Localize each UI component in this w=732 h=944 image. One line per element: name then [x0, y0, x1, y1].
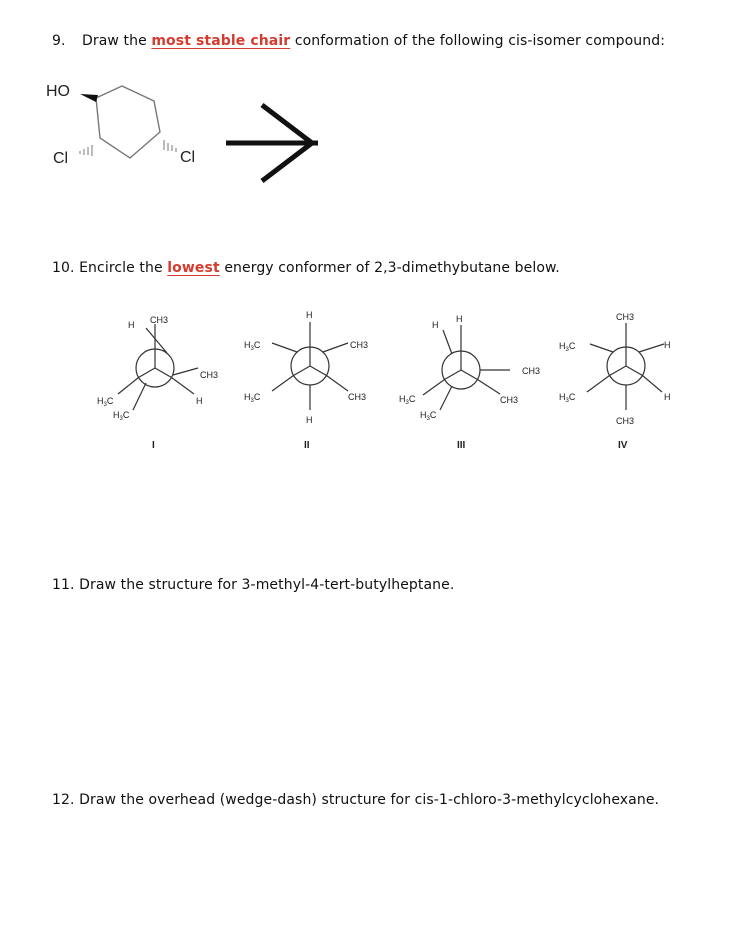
question-11: 11. Draw the structure for 3-methyl-4-tert-butylheptane.: [52, 577, 455, 593]
question-12: 12. Draw the overhead (wedge-dash) structure for cis-1-chloro-3-methylcyclohexane.: [52, 792, 660, 808]
question-9-number: 9.: [52, 33, 66, 49]
group-label: H: [432, 320, 439, 330]
ho-label: HO: [46, 83, 70, 100]
group-label: $H_3C$: [113, 410, 130, 422]
group-label: H: [456, 314, 463, 324]
question-10-highlight: lowest: [167, 260, 220, 276]
conformer-numeral-I: I: [152, 440, 155, 451]
group-label: CH3: [616, 416, 635, 426]
question-10-suffix: energy conformer of 2,3-dimethybutane below.: [224, 260, 560, 276]
group-label: $H_3C$: [399, 394, 416, 406]
group-label: $H_3C$: [244, 340, 261, 352]
group-label: H: [664, 392, 671, 402]
group-label: H: [306, 310, 313, 320]
group-label: CH3: [500, 395, 519, 405]
group-label: $H_3C$: [559, 341, 576, 353]
group-label: CH3: [200, 370, 219, 380]
group-label: H: [196, 396, 203, 406]
conformer-numeral-II: II: [304, 440, 310, 451]
cl-right-dash-bond: [164, 140, 176, 152]
group-label: CH3: [150, 315, 169, 325]
question-9-prefix: Draw the: [82, 33, 147, 49]
group-label: H: [128, 320, 135, 330]
question-9-highlight: most stable chair: [151, 33, 291, 49]
conformer-numeral-III: III: [457, 440, 466, 451]
group-label: CH3: [522, 366, 541, 376]
question-10-prefix: 10. Encircle the: [52, 260, 163, 276]
group-label: $H_3C$: [97, 396, 114, 408]
conformer-numeral-IV: IV: [618, 440, 628, 451]
group-label: $H_3C$: [559, 392, 576, 404]
cyclohexane-molecule: [96, 86, 160, 158]
group-label: H: [306, 415, 313, 425]
reaction-arrow: [226, 105, 318, 181]
newman-projection-II: [244, 310, 368, 451]
group-label: $H_3C$: [244, 392, 261, 404]
group-label: CH3: [348, 392, 367, 402]
question-9-suffix: conformation of the following cis-isomer compound:: [294, 33, 666, 49]
group-label: CH3: [350, 340, 369, 350]
ho-wedge-bond: [80, 94, 98, 102]
newman-projection-I: [97, 315, 218, 451]
group-label: H: [664, 340, 671, 350]
group-label: $H_3C$: [420, 410, 437, 422]
newman-projection-IV: [559, 312, 671, 451]
group-label: CH3: [616, 312, 635, 322]
cl-left-label: Cl: [53, 150, 69, 167]
cl-right-label: Cl: [180, 149, 196, 166]
cl-left-dash-bond: [80, 145, 92, 156]
newman-projection-III: [399, 314, 540, 451]
